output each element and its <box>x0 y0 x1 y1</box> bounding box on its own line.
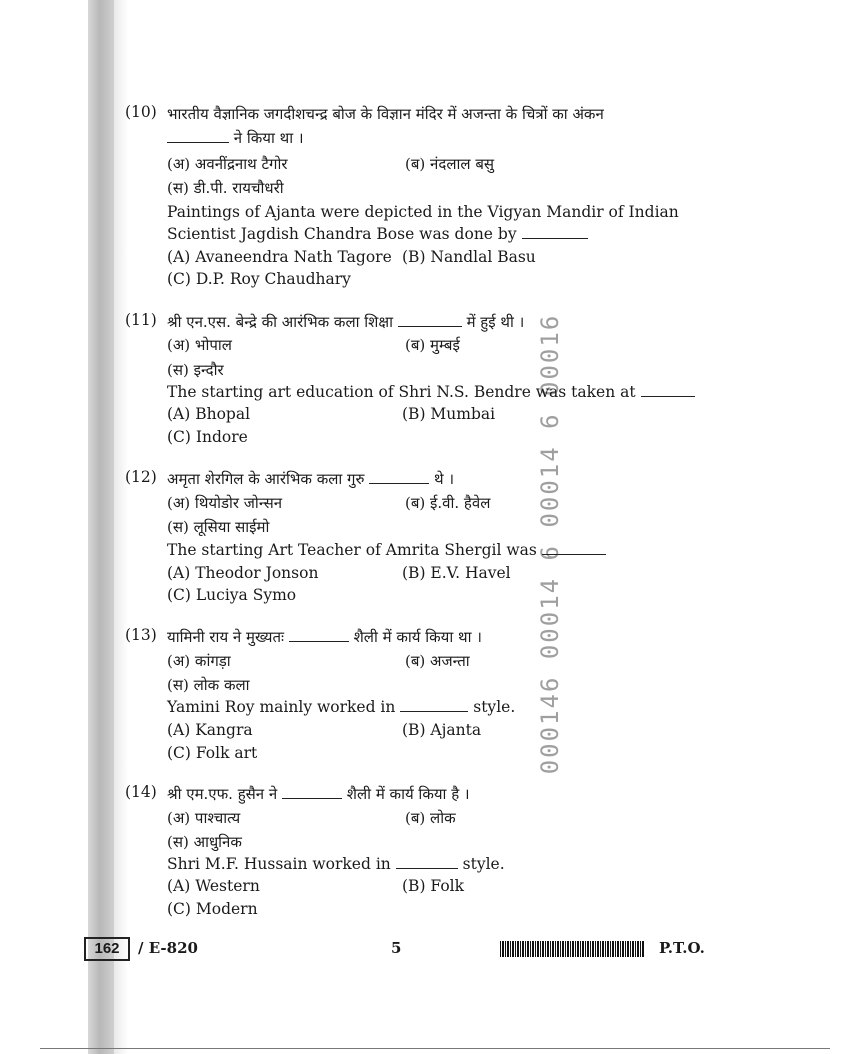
english-option-c: (C) Indore <box>167 428 248 446</box>
english-question-line-2: Scientist Jagdish Chandra Bose was done by <box>167 225 588 243</box>
hindi-option-b: (ब) अजन्ता <box>405 652 470 670</box>
question-number: (13) <box>125 626 157 644</box>
english-question-line-1: The starting art education of Shri N.S. Bendre was taken at <box>167 383 695 401</box>
hindi-question-line-2: ने किया था । <box>167 128 304 148</box>
answer-blank <box>542 553 606 555</box>
answer-blank <box>396 867 458 869</box>
answer-blank <box>289 640 349 642</box>
question-number: (14) <box>125 783 157 801</box>
answer-blank <box>398 325 462 327</box>
question-number: (11) <box>125 311 157 329</box>
english-option-a: (A) Western <box>167 877 260 895</box>
bottom-rule <box>40 1048 830 1049</box>
hindi-option-c: (स) लूसिया साईमो <box>167 518 270 536</box>
hindi-option-a: (अ) कांगड़ा <box>167 652 231 670</box>
english-option-c: (C) Modern <box>167 900 258 918</box>
hindi-option-a: (अ) पाश्चात्य <box>167 809 241 827</box>
page-footer <box>0 935 850 965</box>
hindi-option-a: (अ) भोपाल <box>167 336 232 354</box>
binding-edge <box>88 0 114 1054</box>
question-number: (10) <box>125 103 157 121</box>
hindi-question-line-1: भारतीय वैज्ञानिक जगदीशचन्द्र बोज के विज्ञान मंदिर में अजन्ता के चित्रों का अंकन <box>167 105 604 123</box>
page-number: 5 <box>391 939 402 957</box>
english-option-c: (C) Folk art <box>167 744 258 762</box>
english-option-a: (A) Theodor Jonson <box>167 564 319 582</box>
hindi-option-a: (अ) थियोडोर जोन्सन <box>167 494 283 512</box>
english-option-b: (B) Nandlal Basu <box>402 248 536 266</box>
english-option-b: (B) Ajanta <box>402 721 482 739</box>
english-option-b: (B) Mumbai <box>402 405 496 423</box>
hindi-option-b: (ब) लोक <box>405 809 456 827</box>
answer-blank <box>282 797 342 799</box>
english-question-line-1: The starting Art Teacher of Amrita Shergil was <box>167 541 606 559</box>
hindi-option-a: (अ) अवनींद्रनाथ टैगोर <box>167 155 288 173</box>
hindi-option-b: (ब) मुम्बई <box>405 336 460 354</box>
barcode-image <box>500 941 644 957</box>
hindi-option-b: (ब) नंदलाल बसु <box>405 155 495 173</box>
binding-shadow <box>114 0 128 1054</box>
english-option-c: (C) D.P. Roy Chaudhary <box>167 270 351 288</box>
hindi-option-c: (स) इन्दौर <box>167 361 224 379</box>
hindi-question-line-1: श्री एम.एफ. हुसैन ने शैली में कार्य किया है । <box>167 785 470 803</box>
english-option-c: (C) Luciya Symo <box>167 586 297 604</box>
hindi-question-line-1: यामिनी राय ने मुख्यतः शैली में कार्य किया था । <box>167 628 482 646</box>
hindi-option-c: (स) लोक कला <box>167 676 250 694</box>
english-question-line-1: Shri M.F. Hussain worked in style. <box>167 855 505 873</box>
hindi-option-b: (ब) ई.वी. हैवेल <box>405 494 491 512</box>
english-option-b: (B) E.V. Havel <box>402 564 511 582</box>
please-turn-over: P.T.O. <box>659 939 705 957</box>
english-question-line-1: Paintings of Ajanta were depicted in the Vigyan Mandir of Indian <box>167 203 679 221</box>
answer-blank <box>641 395 695 397</box>
serial-watermark: 000146 00014 6 00014 6 00016 <box>536 313 564 775</box>
answer-blank <box>522 237 588 239</box>
english-question-line-1: Yamini Roy mainly worked in style. <box>167 698 516 716</box>
hindi-option-c: (स) डी.पी. रायचौधरी <box>167 179 284 197</box>
hindi-question-line-1: श्री एन.एस. बेन्द्रे की आरंभिक कला शिक्षा में हुई थी । <box>167 313 525 331</box>
paper-code: / E-820 <box>138 939 198 957</box>
answer-blank <box>167 141 229 143</box>
answer-blank <box>369 482 429 484</box>
english-option-a: (A) Avaneendra Nath Tagore <box>167 248 392 266</box>
answer-blank <box>400 710 468 712</box>
english-option-a: (A) Bhopal <box>167 405 251 423</box>
question-number: (12) <box>125 468 157 486</box>
hindi-question-line-1: अमृता शेरगिल के आरंभिक कला गुरु थे । <box>167 470 455 488</box>
page-code-box: 162 <box>84 937 130 961</box>
english-option-a: (A) Kangra <box>167 721 253 739</box>
hindi-option-c: (स) आधुनिक <box>167 833 242 851</box>
english-option-b: (B) Folk <box>402 877 464 895</box>
